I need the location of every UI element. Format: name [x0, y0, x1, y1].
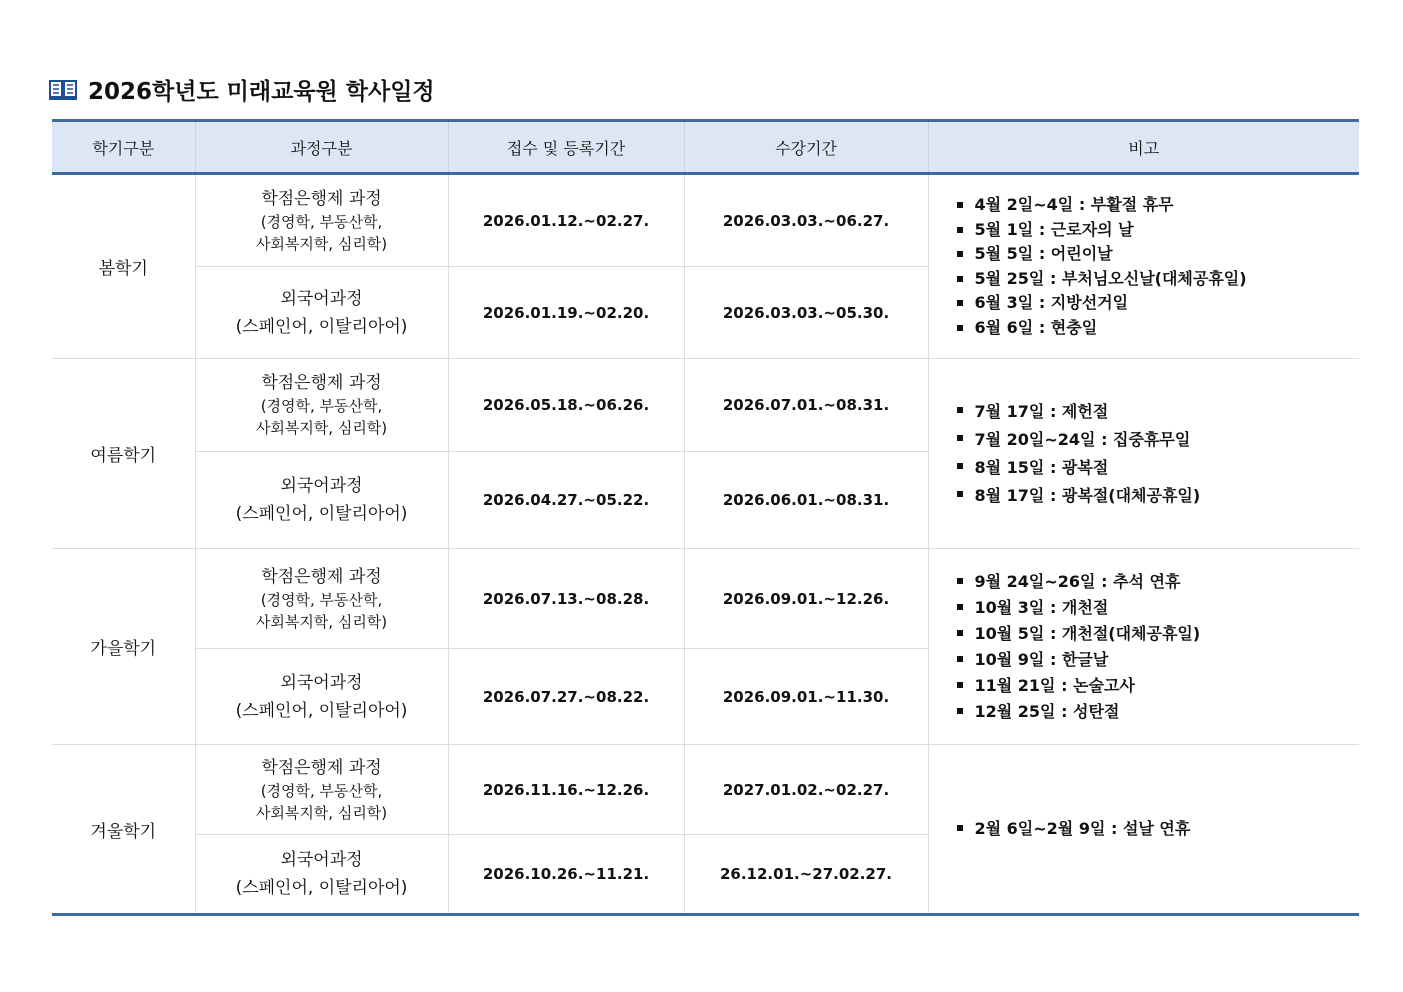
note-item: 10월 9일 : 한글날: [957, 647, 1360, 673]
course-name: 외국어과정: [280, 288, 363, 309]
course-detail: (경영학, 부동산학,: [260, 397, 383, 415]
course-name: 학점은행제 과정: [261, 566, 382, 587]
header-period: 수강기간: [684, 121, 928, 174]
registration-date: 2026.07.27.~08.22.: [448, 649, 684, 745]
course-detail: (경영학, 부동산학,: [260, 590, 383, 609]
course-cell: [195, 267, 448, 359]
note-item: 7월 17일 : 제헌절: [957, 398, 1360, 426]
course-detail: (스페인어, 이탈리아어): [235, 878, 408, 898]
table-row: [52, 359, 1359, 452]
course-detail: (스페인어, 이탈리아어): [235, 316, 408, 337]
course-detail: (스페인어, 이탈리아어): [235, 504, 408, 524]
title-text: 2026학년도 미래교육원 학사일정: [88, 78, 435, 105]
course-period: 2026.09.01.~11.30.: [684, 649, 928, 745]
note-item: 5월 1일 : 근로자의 날: [957, 218, 1360, 243]
course-name: 외국어과정: [280, 672, 363, 693]
course-period: 2027.01.02.~02.27.: [684, 745, 928, 835]
note-item: 5월 25일 : 부처님오신날(대체공휴일): [957, 267, 1360, 292]
registration-date: 2026.11.16.~12.26.: [448, 745, 684, 835]
registration-date: 2026.05.18.~06.26.: [448, 359, 684, 452]
note-item: 4월 2일~4일 : 부활절 휴무: [957, 193, 1360, 218]
note-item: 7월 20일~24일 : 집중휴무일: [957, 426, 1360, 454]
course-name: 학점은행제 과정: [261, 373, 382, 393]
note-item: 6월 3일 : 지방선거일: [957, 291, 1360, 316]
course-period: 26.12.01.~27.02.27.: [684, 835, 928, 915]
course-name: 학점은행제 과정: [261, 757, 382, 778]
course-period: 2026.09.01.~12.26.: [684, 549, 928, 649]
header-row: [52, 121, 1359, 174]
schedule-table: [52, 119, 1359, 916]
course-cell: [195, 549, 448, 649]
note-item: 12월 25일 : 성탄절: [957, 699, 1360, 725]
note-item: 8월 17일 : 광복절(대체공휴일): [957, 482, 1360, 510]
course-cell: [195, 174, 448, 267]
course-detail: (스페인어, 이탈리아어): [235, 700, 408, 721]
page-title: [48, 72, 435, 106]
registration-date: 2026.01.12.~02.27.: [448, 174, 684, 267]
notes-cell: [928, 745, 1359, 915]
note-item: 6월 6일 : 현충일: [957, 316, 1360, 341]
course-cell: [195, 835, 448, 915]
book-icon: [48, 77, 78, 101]
course-detail: 사회복지학, 심리학): [255, 803, 388, 822]
course-detail: 사회복지학, 심리학): [255, 612, 388, 631]
course-name: 외국어과정: [280, 850, 363, 870]
registration-date: 2026.10.26.~11.21.: [448, 835, 684, 915]
course-cell: [195, 359, 448, 452]
semester-label: 여름학기: [52, 359, 195, 549]
course-name: 학점은행제 과정: [261, 188, 382, 209]
course-cell: [195, 649, 448, 745]
note-item: 9월 24일~26일 : 추석 연휴: [957, 569, 1360, 595]
course-period: 2026.07.01.~08.31.: [684, 359, 928, 452]
note-item: 8월 15일 : 광복절: [957, 454, 1360, 482]
semester-label: 가을학기: [52, 549, 195, 745]
course-detail: (경영학, 부동산학,: [260, 781, 383, 800]
course-period: 2026.06.01.~08.31.: [684, 452, 928, 549]
semester-label: 봄학기: [52, 174, 195, 359]
note-item: 10월 5일 : 개천절(대체공휴일): [957, 621, 1360, 647]
notes-cell: [928, 549, 1359, 745]
course-period: 2026.03.03.~06.27.: [684, 174, 928, 267]
registration-date: 2026.07.13.~08.28.: [448, 549, 684, 649]
note-item: 5월 5일 : 어린이날: [957, 242, 1360, 267]
header-semester: 학기구분: [52, 121, 195, 174]
notes-cell: [928, 359, 1359, 549]
header-notes: 비고: [928, 121, 1359, 174]
note-item: 11월 21일 : 논술고사: [957, 673, 1360, 699]
course-cell: [195, 452, 448, 549]
course-detail: 사회복지학, 심리학): [255, 419, 388, 437]
table-row: [52, 174, 1359, 267]
notes-cell: [928, 174, 1359, 359]
course-name: 외국어과정: [280, 476, 363, 496]
table-row: [52, 745, 1359, 835]
header-registration: 접수 및 등록기간: [448, 121, 684, 174]
registration-date: 2026.01.19.~02.20.: [448, 267, 684, 359]
registration-date: 2026.04.27.~05.22.: [448, 452, 684, 549]
header-course: 과정구분: [195, 121, 448, 174]
note-item: 10월 3일 : 개천절: [957, 595, 1360, 621]
course-detail: 사회복지학, 심리학): [255, 234, 388, 253]
note-item: 2월 6일~2월 9일 : 설날 연휴: [957, 816, 1360, 842]
course-detail: (경영학, 부동산학,: [260, 212, 383, 231]
table-row: [52, 549, 1359, 649]
course-cell: [195, 745, 448, 835]
course-period: 2026.03.03.~05.30.: [684, 267, 928, 359]
semester-label: 겨울학기: [52, 745, 195, 915]
